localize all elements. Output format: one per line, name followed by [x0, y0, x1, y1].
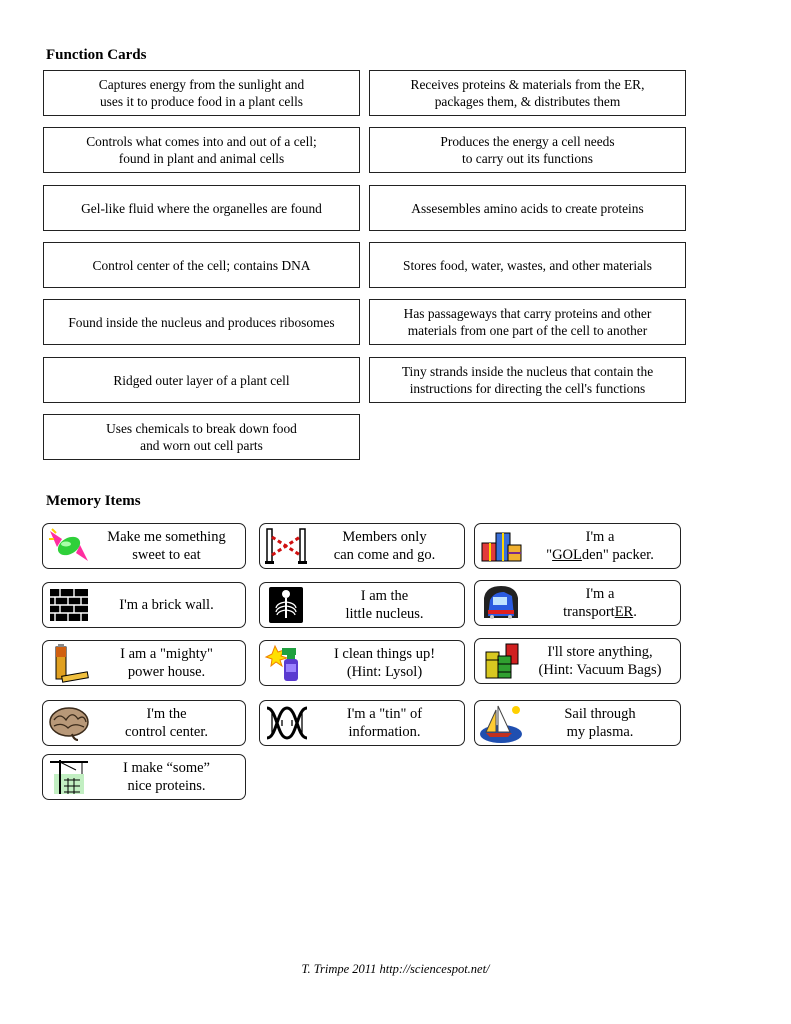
- memory-text: I am the little nucleus.: [345, 588, 424, 622]
- memory-item-golden[interactable]: [474, 523, 681, 569]
- underlined-hint: GOL: [552, 547, 582, 563]
- memory-item-dna[interactable]: [259, 700, 465, 746]
- memory-text: I am a "mighty" power house.: [120, 646, 213, 680]
- memory-item-brick[interactable]: [42, 582, 246, 628]
- text-part: I'm a ": [546, 529, 615, 563]
- memory-item-storage[interactable]: [474, 638, 681, 684]
- battery-icon: [46, 642, 92, 684]
- memory-text: Members only can come and go.: [333, 529, 436, 563]
- xray-icon: [263, 584, 309, 626]
- dna-icon: [263, 702, 309, 744]
- function-cards-heading: Function Cards: [46, 47, 147, 63]
- function-card-2[interactable]: Receives proteins & materials from the ER, packages them, & distributes them: [369, 70, 686, 116]
- memory-item-candy[interactable]: [42, 523, 246, 569]
- memory-item-battery[interactable]: [42, 640, 246, 686]
- memory-item-brain[interactable]: [42, 700, 246, 746]
- barrier-icon: [263, 525, 309, 567]
- memory-item-barrier[interactable]: [259, 523, 465, 569]
- function-card-1[interactable]: Captures energy from the sunlight and uses it to produce food in a plant cells: [43, 70, 360, 116]
- function-card-3[interactable]: Controls what comes into and out of a cell; found in plant and animal cells: [43, 127, 360, 173]
- memory-text: I'll store anything, (Hint: Vacuum Bags): [538, 644, 662, 678]
- memory-text: Sail through my plasma.: [564, 706, 636, 740]
- function-card-7[interactable]: Control center of the cell; contains DNA: [43, 242, 360, 288]
- memory-item-train[interactable]: [474, 580, 681, 626]
- memory-text: Make me something sweet to eat: [107, 529, 226, 563]
- footer-credit: T. Trimpe 2011 http://sciencespot.net/: [301, 962, 490, 976]
- memory-text: I make “some” nice proteins.: [123, 760, 210, 794]
- memory-text: [524, 528, 680, 564]
- text-part: den" packer.: [581, 547, 654, 563]
- memory-text: I'm a "tin" of information.: [346, 706, 423, 740]
- brain-icon: [46, 702, 92, 744]
- memory-item-xray[interactable]: [259, 582, 465, 628]
- underlined-hint: ER: [614, 604, 634, 620]
- crane-icon: [46, 756, 92, 798]
- function-card-9[interactable]: Found inside the nucleus and produces ribosomes: [43, 299, 360, 345]
- spray-bottle-icon: [263, 642, 309, 684]
- function-card-13[interactable]: Uses chemicals to break down food and worn out cell parts: [43, 414, 360, 460]
- function-card-10[interactable]: Has passageways that carry proteins and other materials from one part of the cell to another: [369, 299, 686, 345]
- function-card-12[interactable]: Tiny strands inside the nucleus that contain the instructions for directing the cell's functions: [369, 357, 686, 403]
- function-card-5[interactable]: Gel-like fluid where the organelles are found: [43, 185, 360, 231]
- brick-wall-icon: [46, 584, 92, 626]
- memory-item-spray[interactable]: [259, 640, 465, 686]
- memory-item-crane[interactable]: [42, 754, 246, 800]
- sailboat-icon: [478, 702, 524, 744]
- gift-boxes-icon: [478, 525, 524, 567]
- memory-text: I'm a brick wall.: [119, 597, 214, 613]
- memory-text: I'm the control center.: [125, 706, 208, 740]
- memory-text: [524, 585, 680, 621]
- train-icon: [478, 582, 524, 624]
- function-card-8[interactable]: Stores food, water, wastes, and other materials: [369, 242, 686, 288]
- function-card-6[interactable]: Assesembles amino acids to create proteins: [369, 185, 686, 231]
- text-part: I'm a transport: [563, 586, 615, 620]
- memory-items-heading: Memory Items: [46, 493, 141, 509]
- text-part: .: [633, 604, 637, 620]
- function-card-11[interactable]: Ridged outer layer of a plant cell: [43, 357, 360, 403]
- candy-icon: [46, 525, 92, 567]
- barrels-icon: [478, 640, 524, 682]
- memory-item-sail[interactable]: [474, 700, 681, 746]
- function-card-4[interactable]: Produces the energy a cell needs to carry out its functions: [369, 127, 686, 173]
- memory-text: I clean things up! (Hint: Lysol): [333, 646, 436, 680]
